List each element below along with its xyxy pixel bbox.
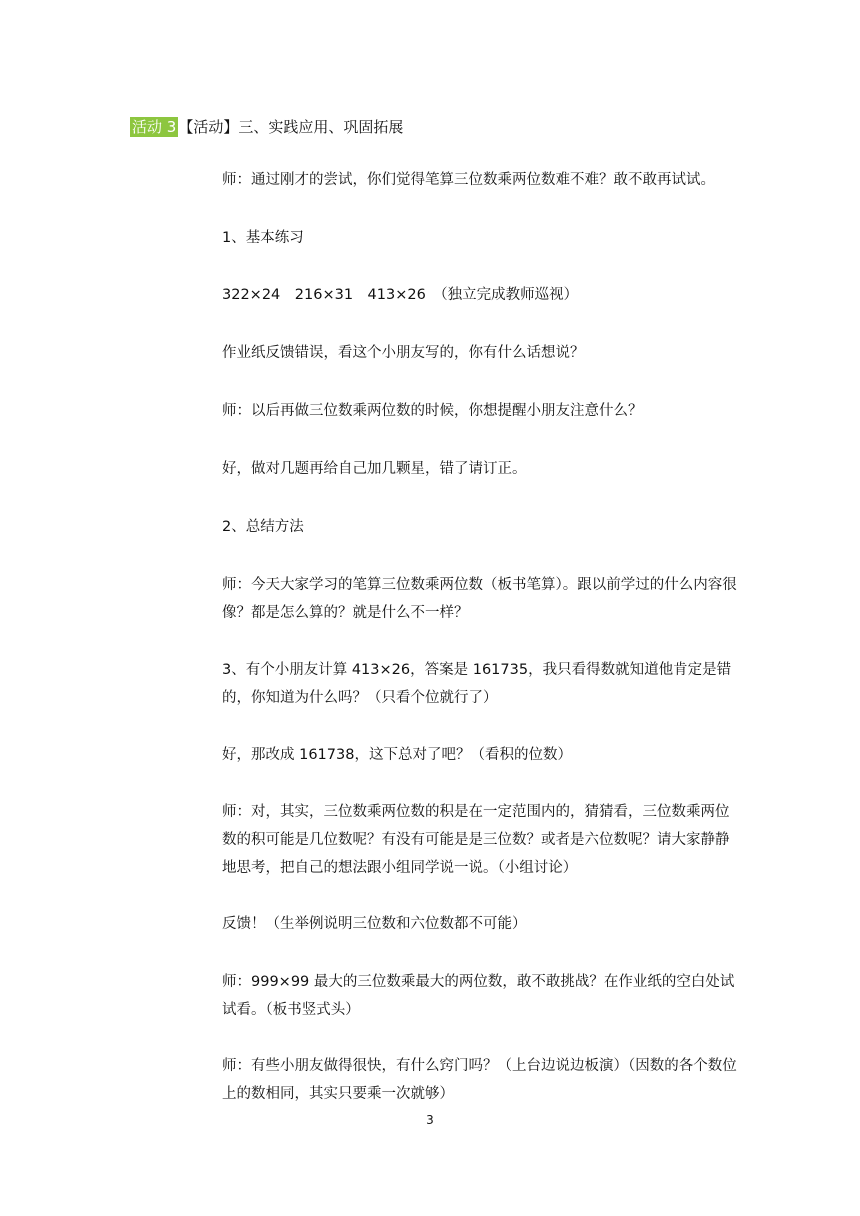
section-heading	[130, 116, 403, 138]
paragraph-9: 3、有个小朋友计算 413×26，答案是 161735，我只看得数就知道他肯定是错的，你知道为什么吗？（只看个位就行了）	[222, 662, 732, 706]
paragraph-6: 好，做对几题再给自己加几颗星，错了请订正。	[222, 461, 527, 477]
paragraph-14: 师：有些小朋友做得很快，有什么窍门吗？（上台边说边板演）（因数的各个数位上的数相同，其实只要乘一次就够）	[222, 1058, 737, 1102]
paragraph-10: 好，那改成 161738，这下总对了吧？（看积的位数）	[222, 747, 572, 763]
paragraph-4: 作业纸反馈错误，看这个小朋友写的，你有什么话想说？	[222, 345, 585, 361]
paragraph-1: 师：通过刚才的尝试，你们觉得笔算三位数乘两位数难不难？敢不敢再试试。	[222, 172, 715, 188]
paragraph-2: 1、基本练习	[222, 230, 304, 246]
paragraph-13: 师：999×99 最大的三位数乘最大的两位数，敢不敢挑战？在作业纸的空白处试试看。（板书竖式头）	[222, 974, 735, 1018]
paragraph-5: 师：以后再做三位数乘两位数的时候，你想提醒小朋友注意什么？	[222, 403, 643, 419]
paragraph-12: 反馈！（生举例说明三位数和六位数都不可能）	[222, 916, 527, 932]
activity-tag: 活动 3	[132, 118, 177, 136]
section-title: 【活动】三、实践应用、巩固拓展	[178, 118, 404, 136]
page-number: 3	[426, 1113, 434, 1127]
paragraph-11: 师：对，其实，三位数乘两位数的积是在一定范围内的，猜猜看，三位数乘两位数的积可能是几位数呢？有没有可能是是三位数？或者是六位数呢？请大家静静地思考，把自己的想法跟小组同学说一说。（小组讨论）	[222, 804, 730, 876]
paragraph-8: 师：今天大家学习的笔算三位数乘两位数（板书笔算）。跟以前学过的什么内容很像？都是怎么算的？就是什么不一样？	[222, 577, 737, 621]
paragraph-7: 2、总结方法	[222, 519, 304, 535]
paragraph-3: 322×24 216×31 413×26 （独立完成教师巡视）	[222, 287, 579, 303]
